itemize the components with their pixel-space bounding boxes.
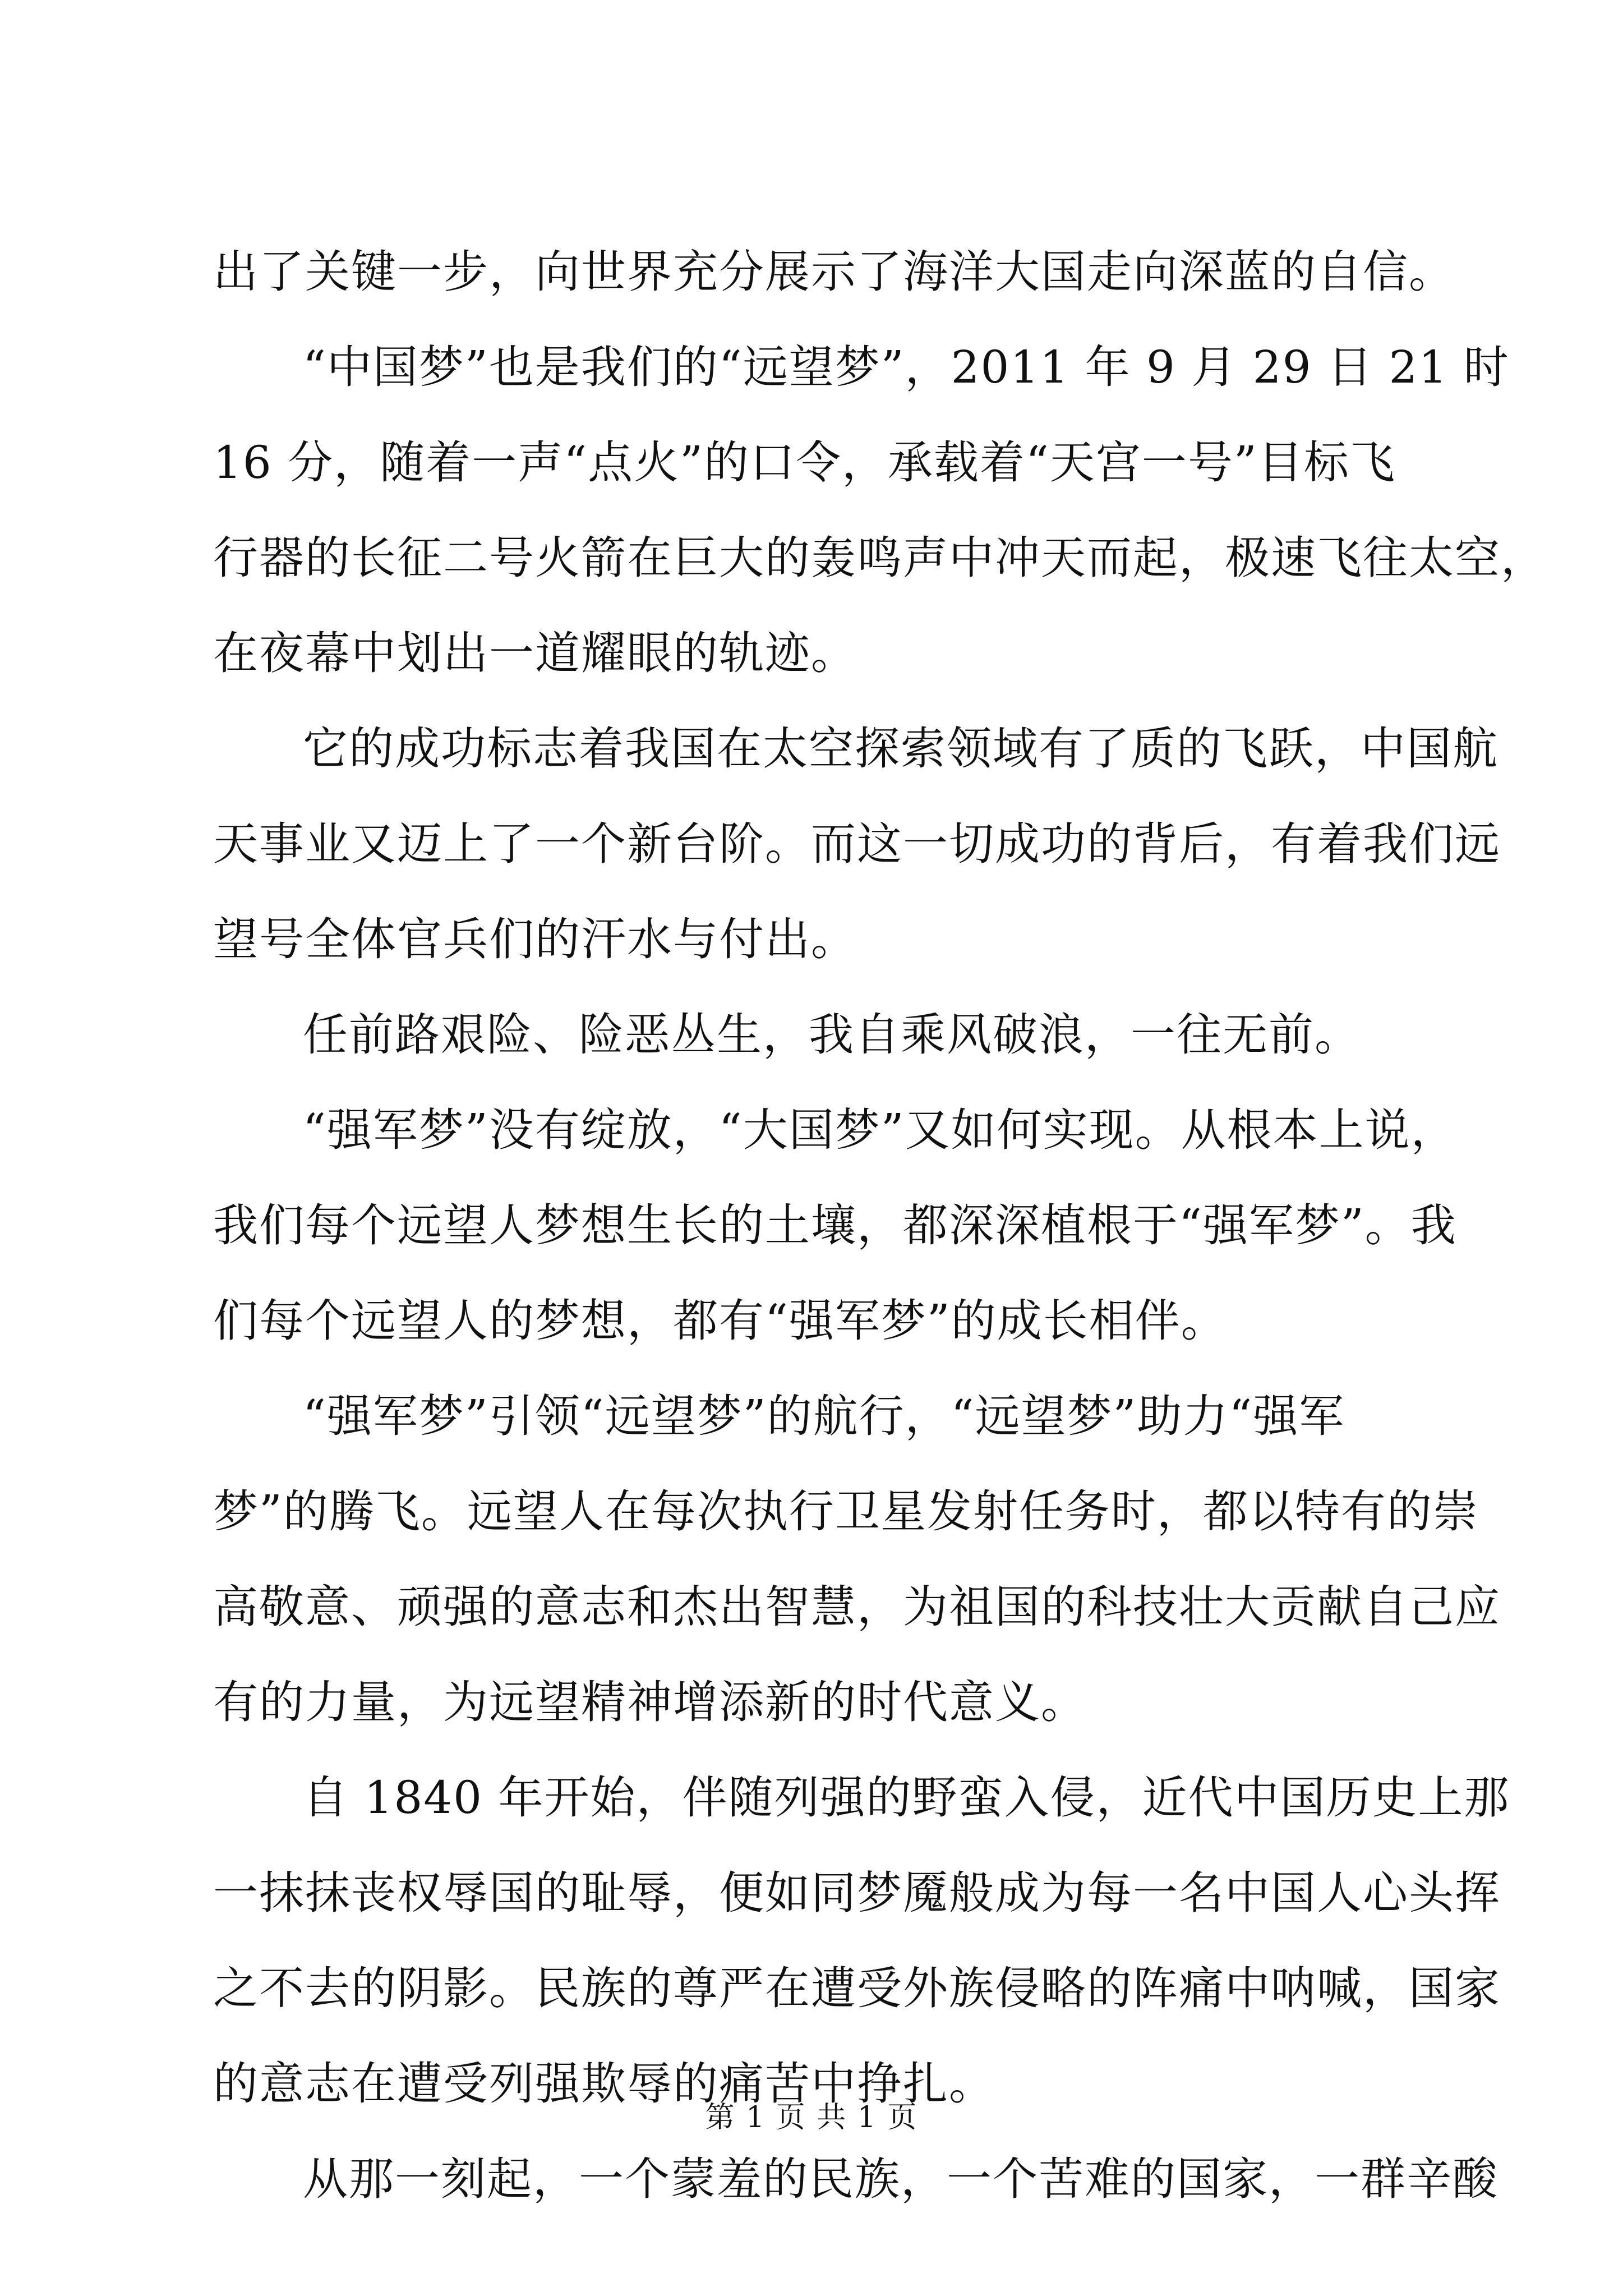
text-line: 自 1840 年开始，伴随列强的野蛮入侵，近代中国历史上那 [303,1772,1510,1824]
text-line: 在夜幕中划出一道耀眼的轨迹。 [213,627,857,679]
text-line: 梦”的腾飞。远望人在每次执行卫星发射任务时，都以特有的崇 [213,1485,1479,1538]
text-line: 高敬意、顽强的意志和杰出智慧，为祖国的科技壮大贡献自己应 [213,1581,1501,1633]
text-line: 望号全体官兵们的汗水与付出。 [213,913,857,965]
text-line: 之不去的阴影。民族的尊严在遭受外族侵略的阵痛中呐喊，国家 [213,1962,1501,2014]
text-line: 出了关键一步，向世界充分展示了海洋大国走向深蓝的自信。 [213,246,1455,298]
text-line: 我们每个远望人梦想生长的土壤，都深深植根于“强军梦”。我 [213,1199,1457,1251]
text-line: 天事业又迈上了一个新台阶。而这一切成功的背后，有着我们远 [213,818,1501,870]
text-line: 从那一刻起，一个蒙羞的民族，一个苦难的国家，一群辛酸 [303,2153,1498,2205]
text-line: 一抹抹丧权辱国的耻辱，便如同梦魇般成为每一名中国人心头挥 [213,1867,1501,1919]
text-line: “强军梦”引领“远望梦”的航行，“远望梦”助力“强军 [303,1390,1345,1442]
page-number-label: 第 1 页 共 1 页 [705,2101,918,2134]
page-footer [0,2098,1623,2137]
text-line: 它的成功标志着我国在太空探索领域有了质的飞跃，中国航 [303,723,1498,775]
text-line: “强军梦”没有绽放，“大国梦”又如何实现。从根本上说， [303,1104,1457,1156]
text-line: 们每个远望人的梦想，都有“强军梦”的成长相伴。 [213,1295,1227,1347]
text-line: 的意志在遭受列强欺辱的痛苦中挣扎。 [213,2058,995,2110]
text-line: “中国梦”也是我们的“远望梦”，2011 年 9 月 29 日 21 时 [303,341,1510,393]
text-line: 有的力量，为远望精神增添新的时代意义。 [213,1676,1087,1728]
text-line: 任前路艰险、险恶丛生，我自乘风破浪，一往无前。 [303,1009,1361,1061]
text-line: 行器的长征二号火箭在巨大的轰鸣声中冲天而起，极速飞往太空， [213,532,1547,584]
body-text [213,224,1547,2227]
text-line: 16 分，随着一声“点火”的口令，承载着“天宫一号”目标飞 [213,436,1396,489]
